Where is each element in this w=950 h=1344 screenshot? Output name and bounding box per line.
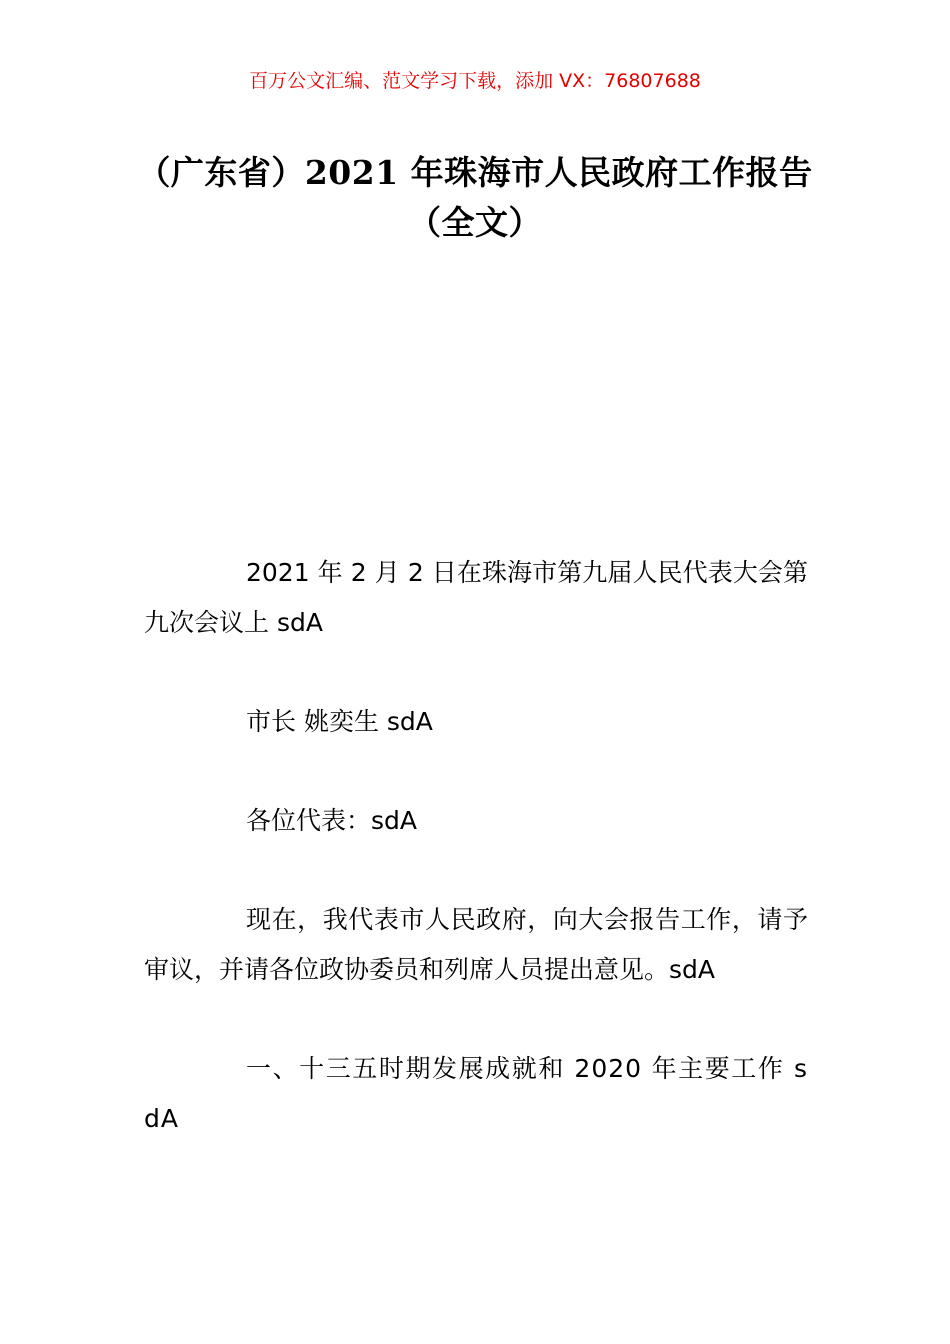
document-title: （广东省）2021 年珠海市人民政府工作报告（全文） bbox=[137, 153, 813, 242]
paragraph-salutation: 各位代表：sdA bbox=[246, 806, 417, 835]
document-body bbox=[144, 548, 808, 1193]
paragraph-intro: 现在，我代表市人民政府，向大会报告工作，请予审议，并请各位政协委员和列席人员提出意见。sdA bbox=[144, 905, 808, 984]
header-banner: 百万公文汇编、范文学习下载，添加 VX：76807688 bbox=[249, 70, 701, 92]
section-heading: 一、十三五时期发展成就和 2020 年主要工作 sdA bbox=[144, 1054, 808, 1133]
paragraph-meeting-info: 2021 年 2 月 2 日在珠海市第九届人民代表大会第九次会议上 sdA bbox=[144, 558, 808, 637]
paragraph-speaker: 市长 姚奕生 sdA bbox=[246, 707, 433, 736]
